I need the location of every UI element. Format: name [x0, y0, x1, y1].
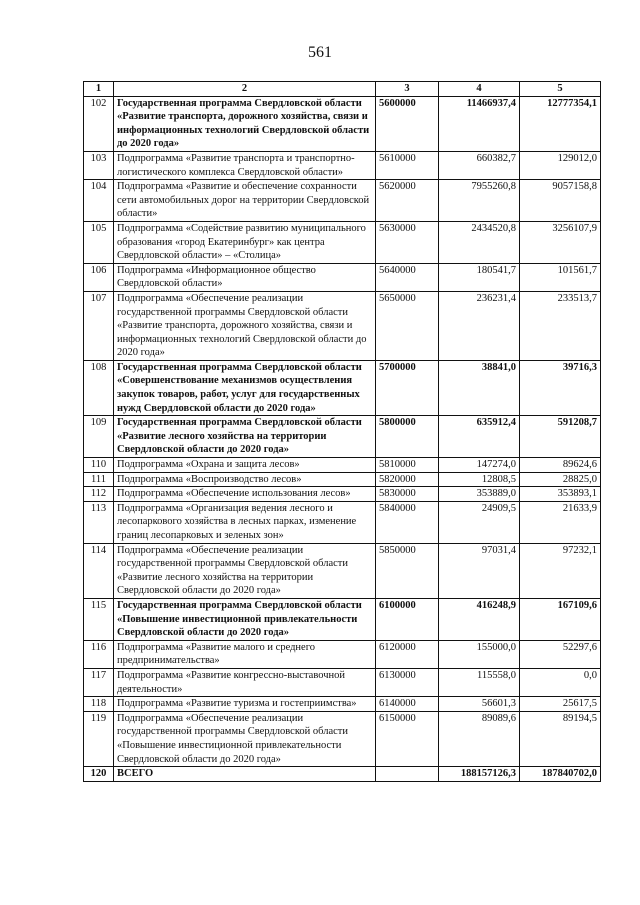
table-row: [84, 360, 601, 415]
table-row: [84, 697, 601, 712]
table-row: [84, 472, 601, 487]
table-row: [84, 640, 601, 668]
amount-col4-cell: 12808,5: [439, 472, 520, 487]
amount-col4-cell: 416248,9: [439, 598, 520, 640]
program-code-cell: 6120000: [376, 640, 439, 668]
amount-col5-cell: 97232,1: [520, 543, 601, 598]
amount-col5-cell: 591208,7: [520, 416, 601, 458]
program-name-cell: ВСЕГО: [114, 767, 376, 782]
amount-col4-cell: 56601,3: [439, 697, 520, 712]
row-number-cell: 106: [84, 263, 114, 291]
program-name-cell: Подпрограмма «Обеспечение реализации государственной программы Свердловской области «Развитие лесного хозяйства на территории Свердловской области до 2020 года»: [114, 543, 376, 598]
program-name-cell: Подпрограмма «Охрана и защита лесов»: [114, 458, 376, 473]
table-row: [84, 458, 601, 473]
column-header: 3: [376, 82, 439, 97]
row-number-cell: 113: [84, 501, 114, 543]
amount-col4-cell: 24909,5: [439, 501, 520, 543]
table-row: [84, 151, 601, 179]
program-code-cell: 5610000: [376, 151, 439, 179]
table-row: [84, 711, 601, 766]
program-name-cell: Подпрограмма «Развитие конгрессно-выставочной деятельности»: [114, 668, 376, 696]
table-row: [84, 96, 601, 151]
program-name-cell: Подпрограмма «Содействие развитию муниципального образования «город Екатеринбург» как центра Свердловской области» – «Столица»: [114, 221, 376, 263]
program-name-cell: Подпрограмма «Обеспечение реализации государственной программы Свердловской области «Развитие транспорта, дорожного хозяйства, связи и информационных технологий Свердловской области до 2020 года»: [114, 291, 376, 360]
row-number-cell: 117: [84, 668, 114, 696]
header-row: [84, 82, 601, 97]
table-row: [84, 543, 601, 598]
program-name-cell: Подпрограмма «Информационное общество Свердловской области»: [114, 263, 376, 291]
amount-col4-cell: 660382,7: [439, 151, 520, 179]
table-row: [84, 501, 601, 543]
program-name-cell: Подпрограмма «Развитие и обеспечение сохранности сети автомобильных дорог на территории Свердловской области»: [114, 180, 376, 222]
program-code-cell: 5820000: [376, 472, 439, 487]
program-name-cell: Государственная программа Свердловской области «Совершенствование механизмов осуществления закупок товаров, работ, услуг для государственных нужд Свердловской области до 2020 года»: [114, 360, 376, 415]
program-code-cell: 5620000: [376, 180, 439, 222]
program-name-cell: Государственная программа Свердловской области «Повышение инвестиционной привлекательности Свердловской области до 2020 года»: [114, 598, 376, 640]
column-header: 1: [84, 82, 114, 97]
amount-col5-cell: 0,0: [520, 668, 601, 696]
row-number-cell: 116: [84, 640, 114, 668]
table-row: [84, 291, 601, 360]
table-row: [84, 416, 601, 458]
program-name-cell: Подпрограмма «Развитие транспорта и транспортно-логистического комплекса Свердловской области»: [114, 151, 376, 179]
amount-col4-cell: 236231,4: [439, 291, 520, 360]
row-number-cell: 118: [84, 697, 114, 712]
program-code-cell: 5840000: [376, 501, 439, 543]
amount-col4-cell: 180541,7: [439, 263, 520, 291]
table-row: [84, 263, 601, 291]
program-name-cell: Государственная программа Свердловской области «Развитие транспорта, дорожного хозяйства, связи и информационных технологий Свердловской области до 2020 года»: [114, 96, 376, 151]
column-header: 4: [439, 82, 520, 97]
program-code-cell: [376, 767, 439, 782]
program-code-cell: 6140000: [376, 697, 439, 712]
program-code-cell: 5640000: [376, 263, 439, 291]
amount-col5-cell: 52297,6: [520, 640, 601, 668]
amount-col5-cell: 353893,1: [520, 487, 601, 502]
program-code-cell: 5600000: [376, 96, 439, 151]
program-code-cell: 6130000: [376, 668, 439, 696]
row-number-cell: 108: [84, 360, 114, 415]
amount-col5-cell: 187840702,0: [520, 767, 601, 782]
program-name-cell: Подпрограмма «Воспроизводство лесов»: [114, 472, 376, 487]
program-code-cell: 6100000: [376, 598, 439, 640]
amount-col5-cell: 167109,6: [520, 598, 601, 640]
amount-col5-cell: 21633,9: [520, 501, 601, 543]
program-name-cell: Подпрограмма «Развитие малого и среднего предпринимательства»: [114, 640, 376, 668]
table-row: [84, 487, 601, 502]
program-code-cell: 5800000: [376, 416, 439, 458]
program-name-cell: Подпрограмма «Развитие туризма и гостеприимства»: [114, 697, 376, 712]
amount-col4-cell: 155000,0: [439, 640, 520, 668]
amount-col5-cell: 129012,0: [520, 151, 601, 179]
amount-col4-cell: 353889,0: [439, 487, 520, 502]
amount-col5-cell: 89624,6: [520, 458, 601, 473]
row-number-cell: 107: [84, 291, 114, 360]
program-code-cell: 5830000: [376, 487, 439, 502]
row-number-cell: 112: [84, 487, 114, 502]
program-code-cell: 5810000: [376, 458, 439, 473]
table-row: [84, 180, 601, 222]
budget-table: [83, 81, 601, 782]
row-number-cell: 119: [84, 711, 114, 766]
row-number-cell: 104: [84, 180, 114, 222]
program-name-cell: Подпрограмма «Обеспечение использования лесов»: [114, 487, 376, 502]
amount-col5-cell: 12777354,1: [520, 96, 601, 151]
row-number-cell: 109: [84, 416, 114, 458]
amount-col5-cell: 39716,3: [520, 360, 601, 415]
table-row: [84, 598, 601, 640]
program-code-cell: 5700000: [376, 360, 439, 415]
program-code-cell: 5630000: [376, 221, 439, 263]
program-name-cell: Подпрограмма «Обеспечение реализации государственной программы Свердловской области «Повышение инвестиционной привлекательности Свердловской области до 2020 года»: [114, 711, 376, 766]
amount-col5-cell: 3256107,9: [520, 221, 601, 263]
row-number-cell: 115: [84, 598, 114, 640]
table-row: [84, 221, 601, 263]
amount-col4-cell: 97031,4: [439, 543, 520, 598]
amount-col5-cell: 25617,5: [520, 697, 601, 712]
row-number-cell: 111: [84, 472, 114, 487]
amount-col4-cell: 2434520,8: [439, 221, 520, 263]
amount-col4-cell: 147274,0: [439, 458, 520, 473]
row-number-cell: 114: [84, 543, 114, 598]
total-row: [84, 767, 601, 782]
amount-col5-cell: 233513,7: [520, 291, 601, 360]
program-code-cell: 6150000: [376, 711, 439, 766]
row-number-cell: 102: [84, 96, 114, 151]
row-number-cell: 105: [84, 221, 114, 263]
amount-col4-cell: 7955260,8: [439, 180, 520, 222]
program-name-cell: Государственная программа Свердловской области «Развитие лесного хозяйства на территории Свердловской области до 2020 года»: [114, 416, 376, 458]
amount-col5-cell: 101561,7: [520, 263, 601, 291]
amount-col4-cell: 188157126,3: [439, 767, 520, 782]
program-code-cell: 5650000: [376, 291, 439, 360]
table-row: [84, 668, 601, 696]
table-body: [84, 96, 601, 781]
row-number-cell: 110: [84, 458, 114, 473]
row-number-cell: 103: [84, 151, 114, 179]
amount-col4-cell: 635912,4: [439, 416, 520, 458]
page-number: 561: [308, 44, 332, 61]
amount-col4-cell: 89089,6: [439, 711, 520, 766]
amount-col5-cell: 28825,0: [520, 472, 601, 487]
amount-col4-cell: 115558,0: [439, 668, 520, 696]
column-header: 5: [520, 82, 601, 97]
amount-col4-cell: 11466937,4: [439, 96, 520, 151]
program-code-cell: 5850000: [376, 543, 439, 598]
column-header: 2: [114, 82, 376, 97]
amount-col4-cell: 38841,0: [439, 360, 520, 415]
row-number-cell: 120: [84, 767, 114, 782]
program-name-cell: Подпрограмма «Организация ведения лесного и лесопаркового хозяйства в лесных парках, изменение границ лесопарковых и зеленых зон»: [114, 501, 376, 543]
amount-col5-cell: 89194,5: [520, 711, 601, 766]
amount-col5-cell: 9057158,8: [520, 180, 601, 222]
